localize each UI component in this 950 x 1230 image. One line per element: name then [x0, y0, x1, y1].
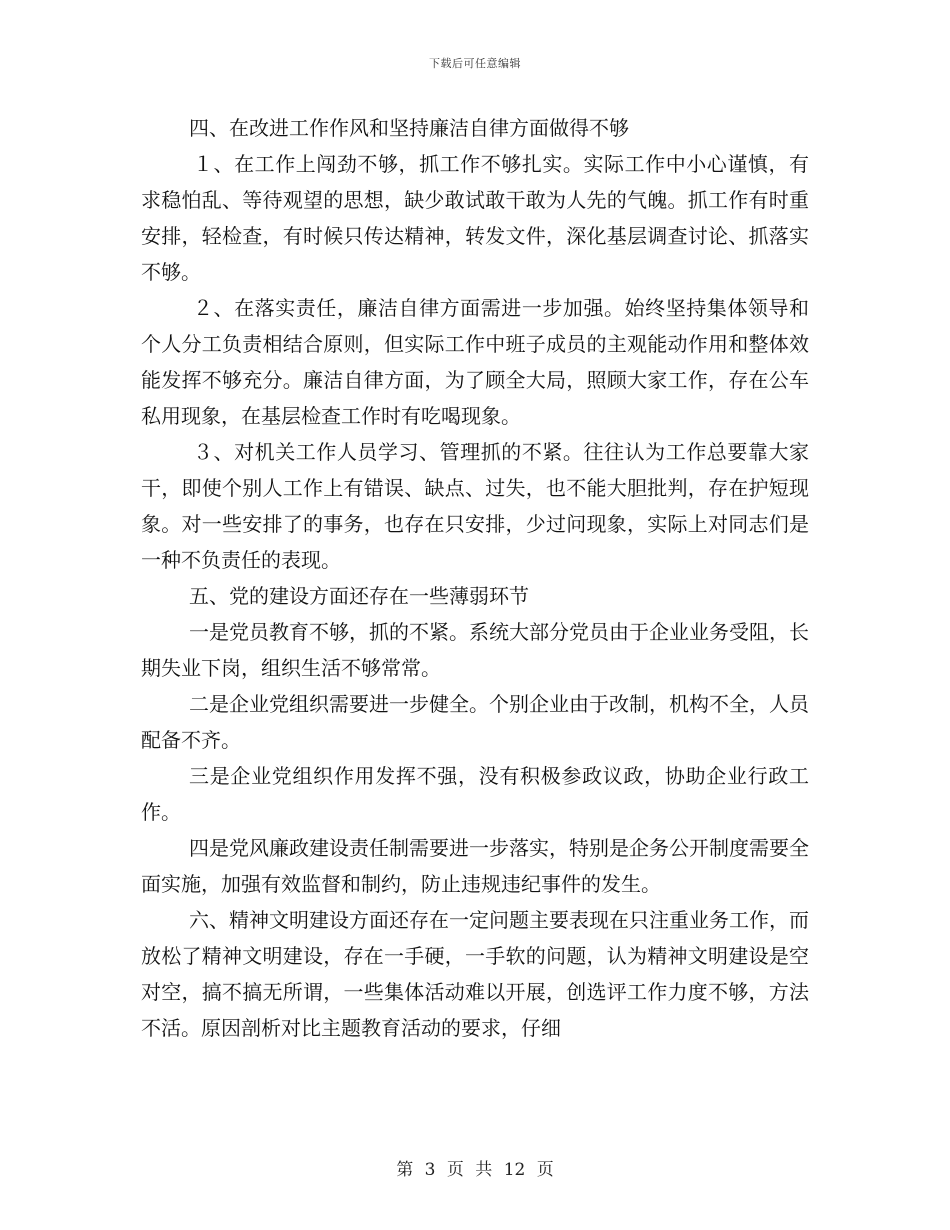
paragraph-point-1: 一是党员教育不够，抓的不紧。系统大部分党员由于企业业务受阻，长期失业下岗，组织生活不够常常。 — [141, 620, 809, 680]
section-heading-4: 四、在改进工作作风和坚持廉洁自律方面做得不够 — [189, 116, 629, 140]
paragraph-point-3: 三是企业党组织作用发挥不强，没有积极参政议政，协助企业行政工作。 — [141, 764, 809, 824]
page-number: 第 3 页 共 12 页 — [396, 1160, 554, 1180]
paragraph-item-3: ３、对机关工作人员学习、管理抓的不紧。往往认为工作总要靠大家干，即使个别人工作上有错误、缺点、过失，也不能大胆批判，存在护短现象。对一些安排了的事务，也存在只安排，少过问现象，实际上对同志们是一种不负责任的表现。 — [141, 440, 809, 572]
paragraph-item-1: １、在工作上闯劲不够，抓工作不够扎实。实际工作中小心谨慎，有求稳怕乱、等待观望的思想，缺少敢试敢干敢为人先的气魄。抓工作有时重安排，轻检查，有时候只传达精神，转发文件，深化基层调查讨论、抓落实不够。 — [141, 152, 809, 284]
section-heading-5: 五、党的建设方面还存在一些薄弱环节 — [189, 584, 529, 608]
document-body — [141, 110, 809, 1046]
section-heading-6: 六、精神文明建设方面还存在一定问题主要表现在只注重业务工作，而放松了精神文明建设，存在一手硬，一手软的问题，认为精神文明建设是空对空，搞不搞无所谓，一些集体活动难以开展，创选评工作力度不够，方法不活。原因剖析对比主题教育活动的要求，仔细 — [141, 908, 809, 1040]
paragraph-point-2: 二是企业党组织需要进一步健全。个别企业由于改制，机构不全，人员配备不齐。 — [141, 692, 809, 752]
paragraph-point-4: 四是党风廉政建设责任制需要进一步落实，特别是企务公开制度需要全面实施，加强有效监督和制约，防止违规违纪事件的发生。 — [141, 836, 809, 896]
page-header-note: 下载后可任意编辑 — [429, 57, 521, 70]
paragraph-item-2: ２、在落实责任，廉洁自律方面需进一步加强。始终坚持集体领导和个人分工负责相结合原则，但实际工作中班子成员的主观能动作用和整体效能发挥不够充分。廉洁自律方面，为了顾全大局，照顾大家工作，存在公车私用现象，在基层检查工作时有吃喝现象。 — [141, 296, 809, 428]
